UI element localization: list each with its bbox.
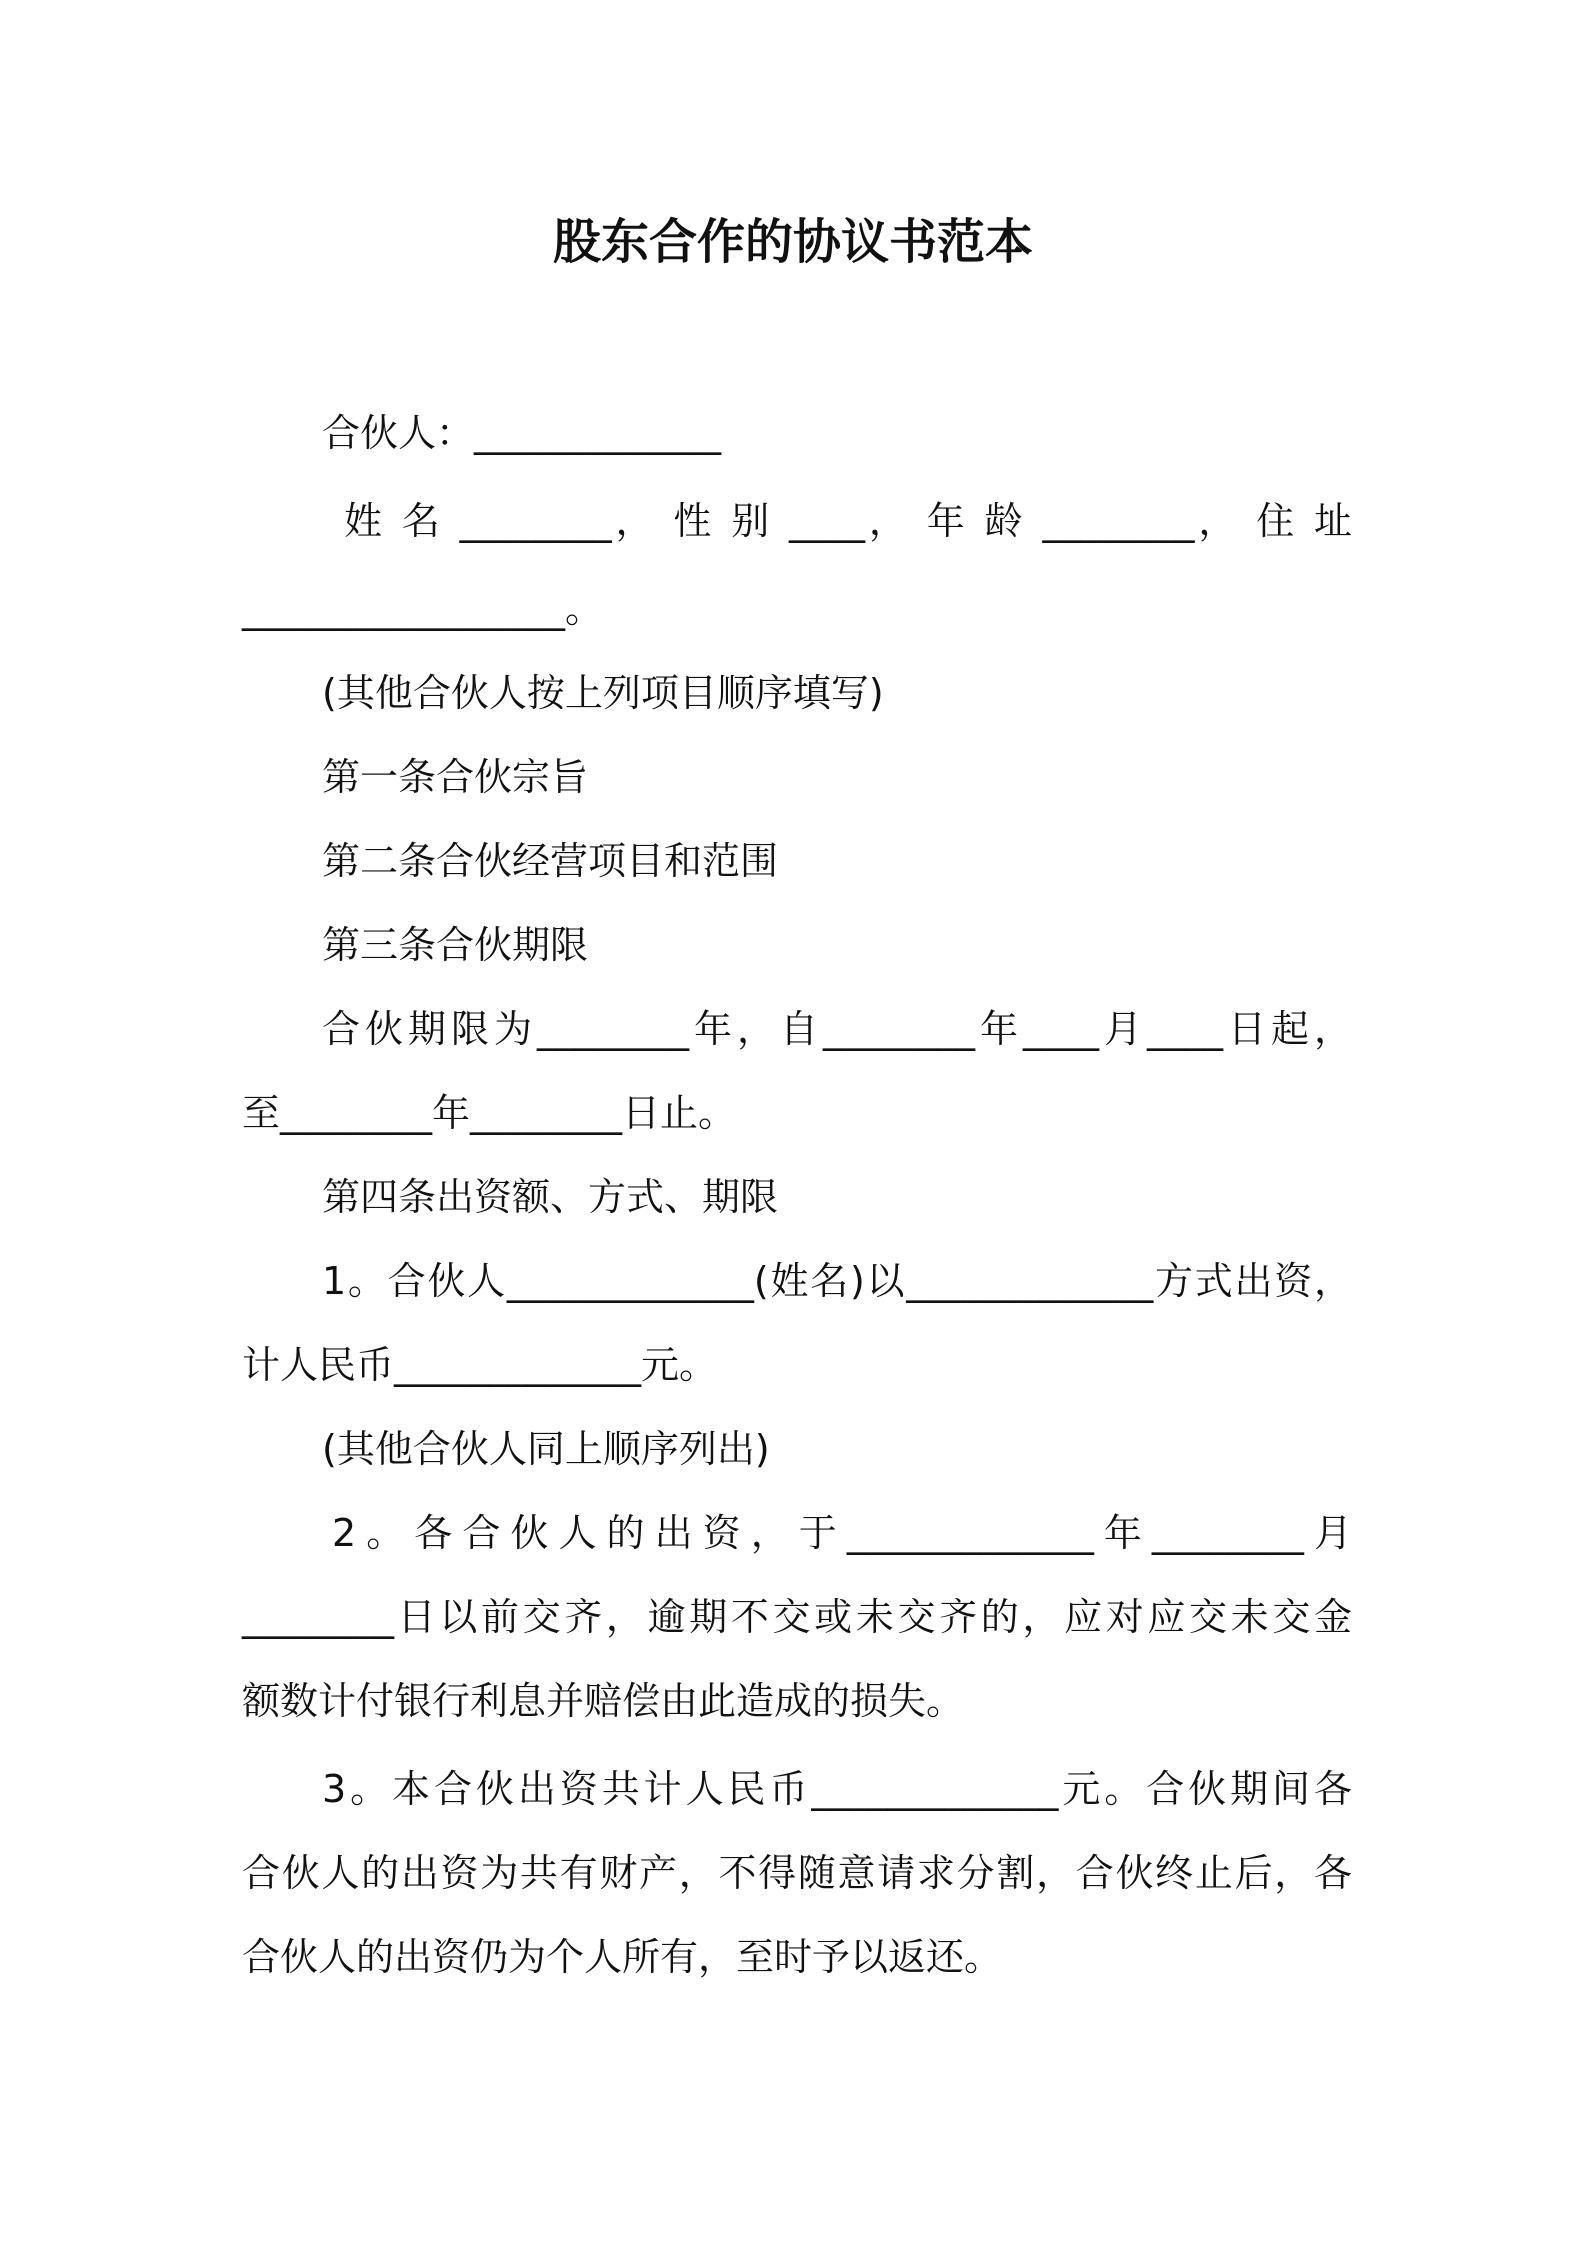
article-3-heading: 第三条合伙期限 (322, 923, 589, 967)
article-2-heading: 第二条合伙经营项目和范围 (322, 839, 779, 883)
contribution-2-line-2: ________日以前交齐，逾期不交或未交齐的，应对应交未交金 (242, 1595, 1352, 1639)
note-other-partners-2: (其他合伙人同上顺序列出) (322, 1427, 770, 1471)
term-line-2: 至________年________日止。 (242, 1091, 737, 1135)
contribution-1-line-2: 计人民币_____________元。 (242, 1343, 718, 1387)
contribution-2-line-3: 额数计付银行利息并赔偿由此造成的损失。 (242, 1679, 965, 1723)
address-blank-line: _________________。 (242, 587, 604, 631)
contribution-2-line-1: 2。各合伙人的出资，于_____________年________月 (332, 1511, 1352, 1555)
note-other-partners: (其他合伙人按上列项目顺序填写) (322, 671, 884, 715)
contribution-3-line-3: 合伙人的出资仍为个人所有，至时予以返还。 (242, 1935, 1003, 1979)
partner-info-line: 姓 名 ________， 性 别 ____， 年 龄 ________， 住 址 (344, 499, 1352, 543)
article-1-heading: 第一条合伙宗旨 (322, 755, 589, 799)
term-line-1: 合伙期限为________年，自________年____月____日起， (322, 1007, 1352, 1051)
partner-heading: 合伙人：_____________ (322, 411, 722, 455)
article-4-heading: 第四条出资额、方式、期限 (322, 1175, 779, 1219)
contribution-1-line-1: 1。合伙人_____________(姓名)以_____________方式出资， (322, 1259, 1352, 1303)
contribution-3-line-1: 3。本合伙出资共计人民币_____________元。合伙期间各 (322, 1767, 1352, 1811)
document-title: 股东合作的协议书范本 (552, 214, 1033, 270)
contribution-3-line-2: 合伙人的出资为共有财产，不得随意请求分割，合伙终止后，各 (242, 1851, 1352, 1895)
